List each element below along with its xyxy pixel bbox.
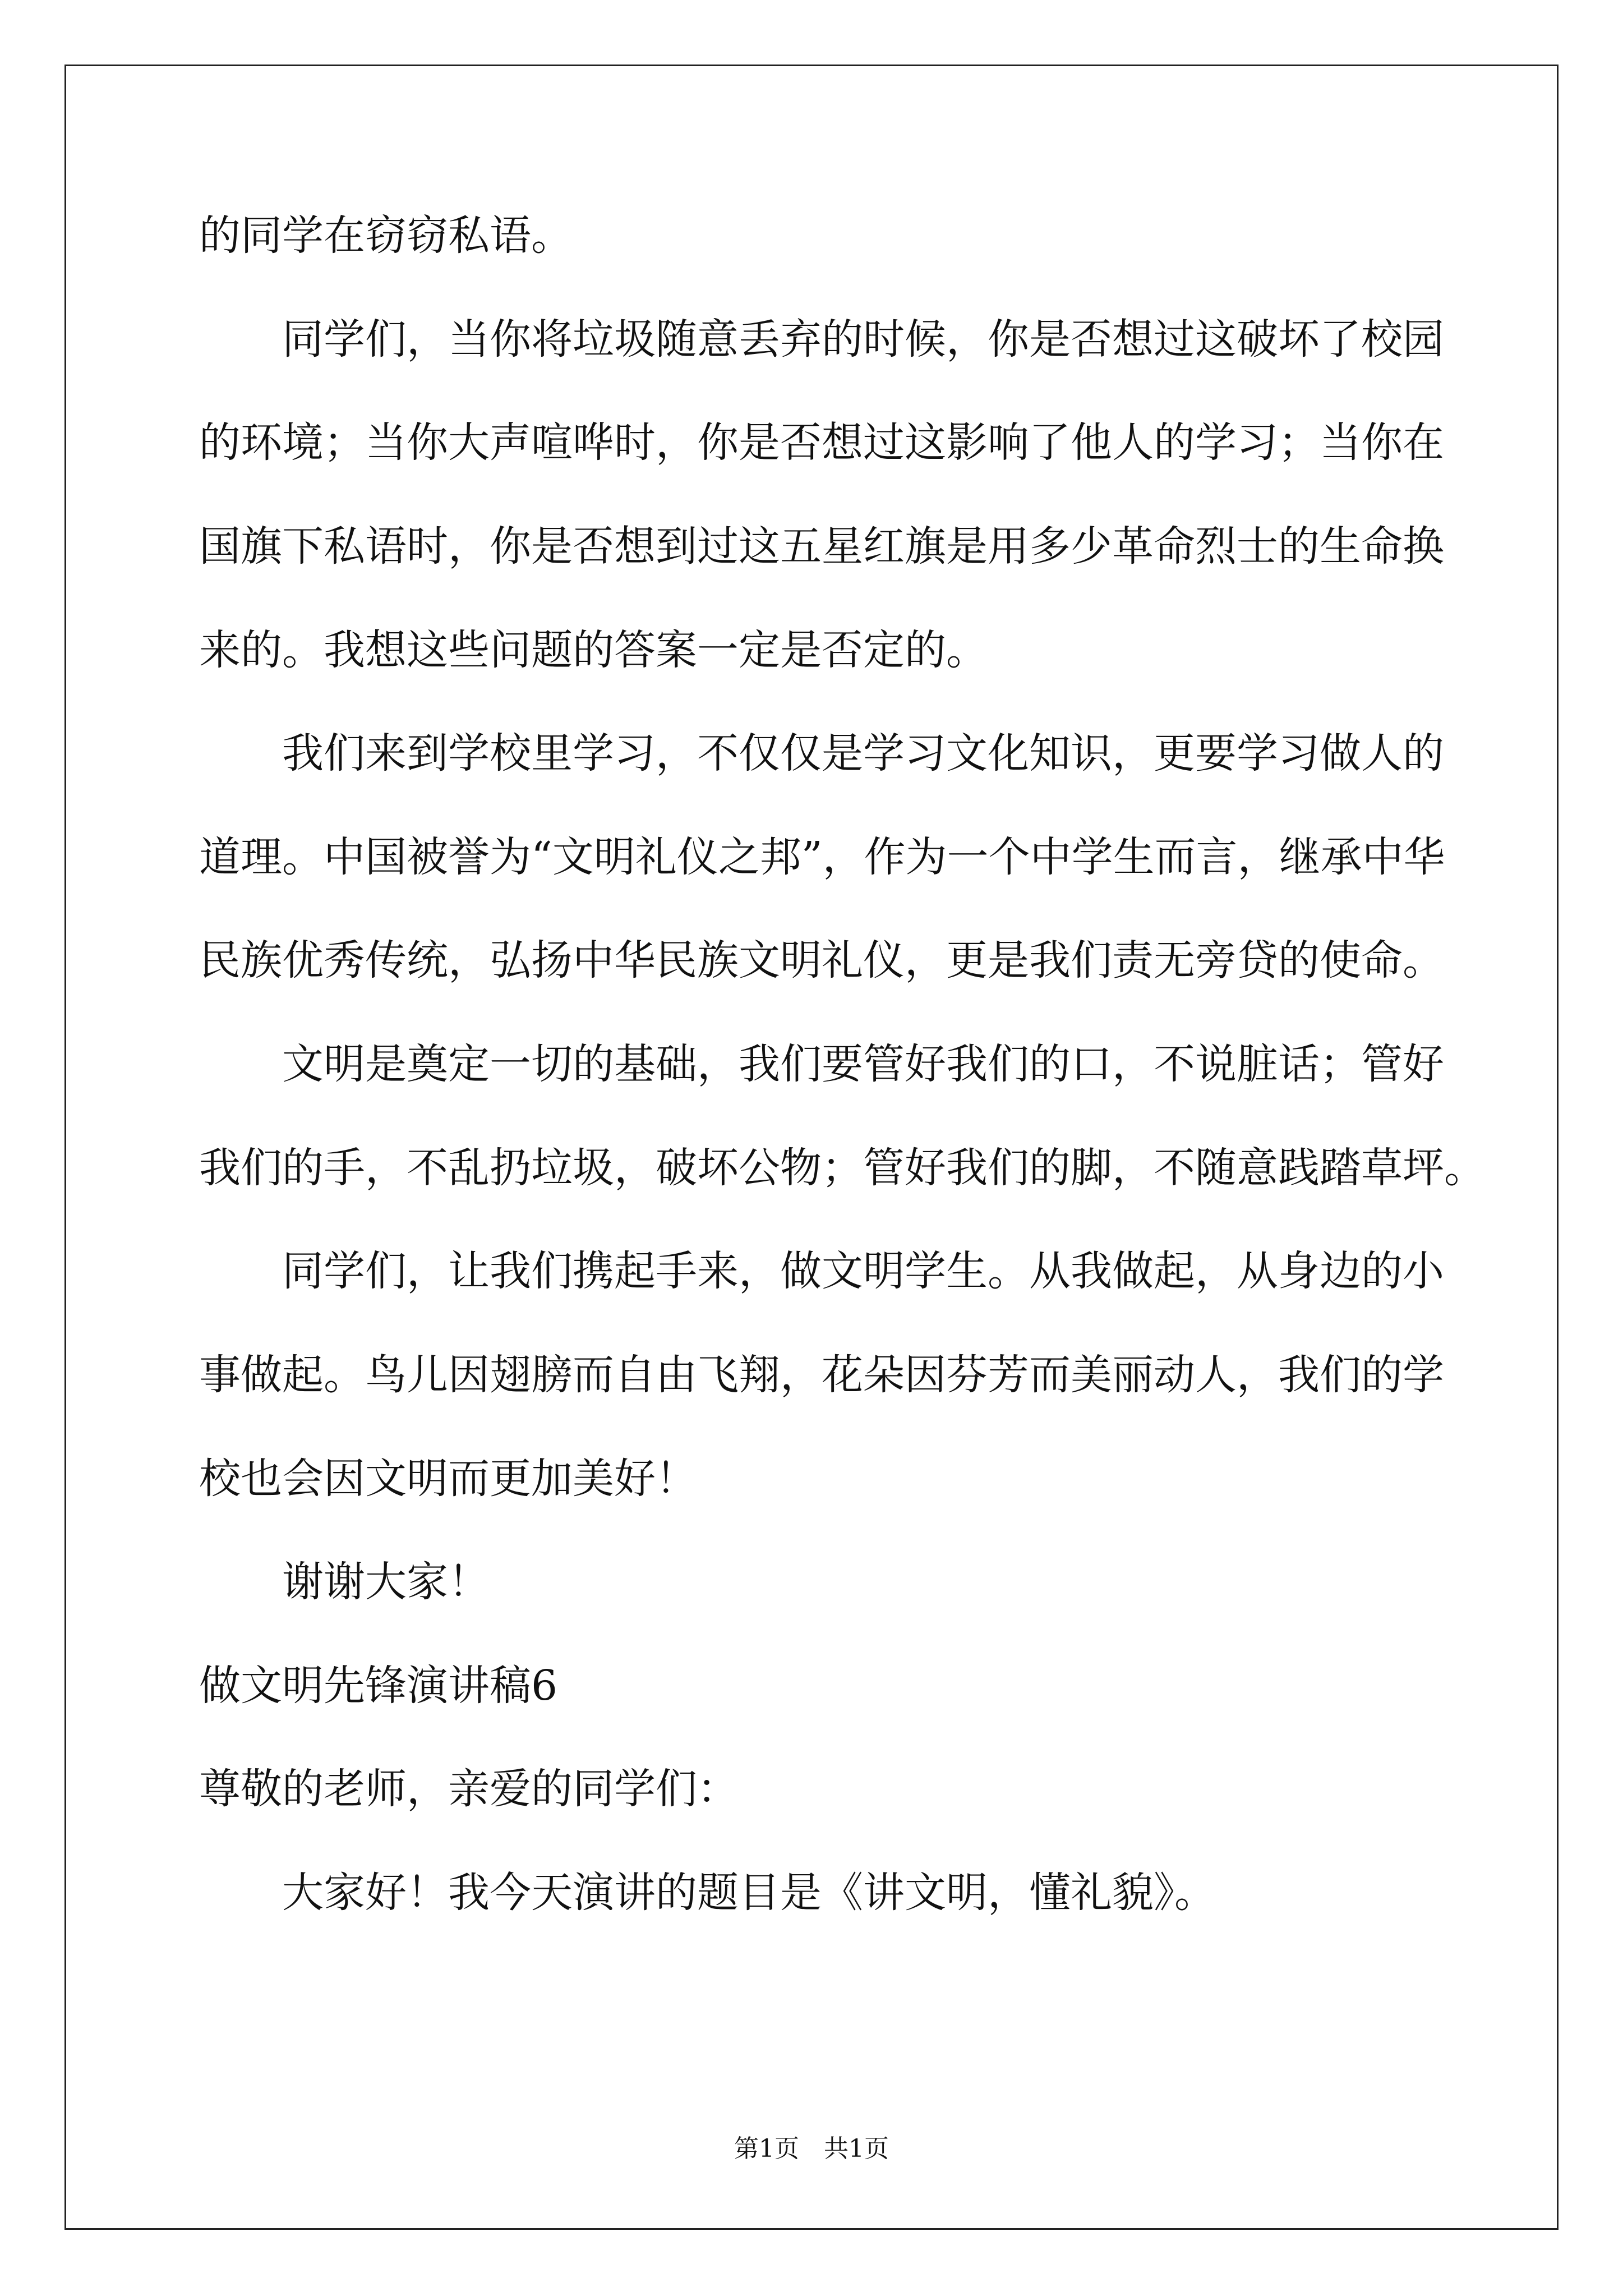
paragraph-start: 我们来到学校里学习，不仅仅是学习文化知识，更要学习做人的 bbox=[282, 729, 1444, 777]
paragraph-start: 大家好！我今天演讲的题目是《讲文明，懂礼貌》。 bbox=[282, 1869, 1216, 1917]
paragraph-start: 同学们，当你将垃圾随意丢弃的时候，你是否想过这破坏了校园 bbox=[282, 315, 1444, 364]
text-line: 的同学在窃窃私语。 bbox=[199, 211, 573, 260]
text-line: 校也会因文明而更加美好！ bbox=[199, 1455, 697, 1503]
text-line: 来的。我想这些问题的答案一定是否定的。 bbox=[199, 626, 988, 674]
text-line: 民族优秀传统，弘扬中华民族文明礼仪，更是我们责无旁贷的使命。 bbox=[199, 936, 1444, 984]
page-number-total: 共1页 bbox=[824, 2134, 889, 2163]
page-number-current: 第1页 bbox=[734, 2134, 799, 2163]
page-footer bbox=[0, 2128, 1623, 2164]
paragraph-start: 文明是奠定一切的基础，我们要管好我们的口，不说脏话；管好 bbox=[282, 1040, 1444, 1088]
text-line: 国旗下私语时，你是否想到过这五星红旗是用多少革命烈士的生命换 bbox=[199, 522, 1444, 570]
salutation: 尊敬的老师，亲爱的同学们： bbox=[199, 1765, 739, 1813]
text-line: 事做起。鸟儿因翅膀而自由飞翔，花朵因芬芳而美丽动人，我们的学 bbox=[199, 1351, 1444, 1399]
text-line: 我们的手，不乱扔垃圾，破坏公物；管好我们的脚，不随意践踏草坪。 bbox=[199, 1144, 1486, 1192]
text-line: 的环境；当你大声喧哗时，你是否想过这影响了他人的学习；当你在 bbox=[199, 418, 1444, 467]
closing-thanks: 谢谢大家！ bbox=[282, 1558, 490, 1606]
section-heading: 做文明先锋演讲稿6 bbox=[199, 1662, 558, 1710]
text-line: 道理。中国被誉为“文明礼仪之邦”，作为一个中学生而言，继承中华 bbox=[199, 833, 1445, 881]
paragraph-start: 同学们，让我们携起手来，做文明学生。从我做起，从身边的小 bbox=[282, 1247, 1444, 1295]
